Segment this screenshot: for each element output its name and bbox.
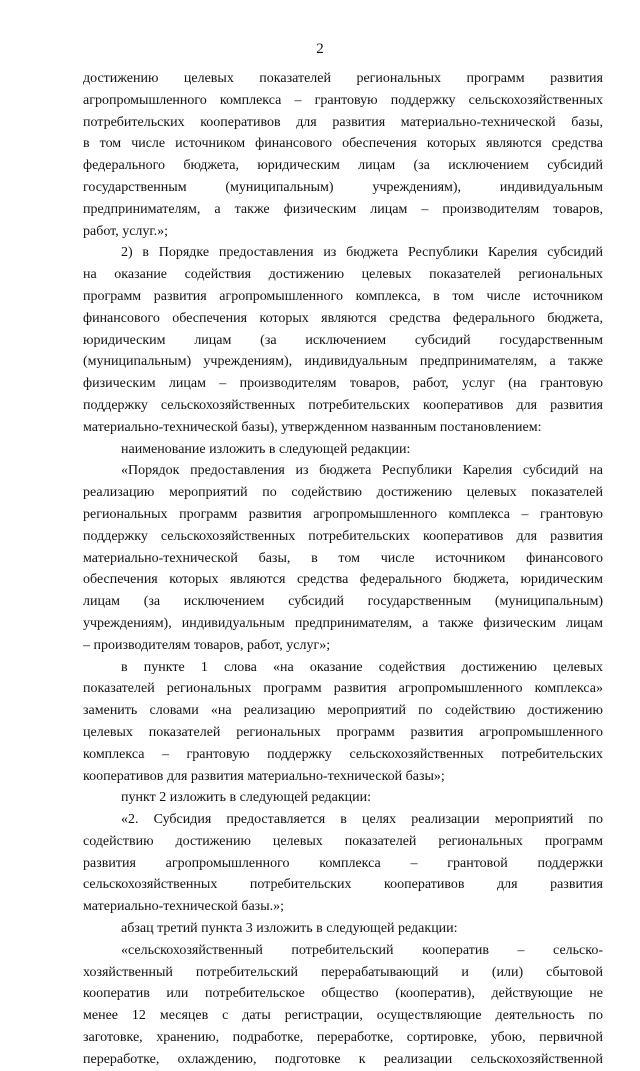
text-line: государственным (муниципальным) учреждениям), индивидуальным xyxy=(83,179,603,195)
text-line: переработке, охлаждению, подготовке к реализации сельскохозяйственной xyxy=(83,1051,603,1067)
text-line: материально-технической базы.»; xyxy=(83,899,284,915)
text-line: «Порядок предоставления из бюджета Республики Карелия субсидий на xyxy=(121,463,603,479)
text-line: на оказание содействия достижению целевых показателей региональных xyxy=(83,267,603,283)
text-line: лицам (за исключением субсидий государственным (муниципальным) xyxy=(83,594,603,610)
text-line: поддержку сельскохозяйственных потребительских кооперативов для развития xyxy=(83,397,603,413)
text-line: в пункте 1 слова «на оказание содействия достижению целевых xyxy=(121,659,603,675)
text-line: в том числе источником финансового обеспечения которых являются средства xyxy=(83,136,603,152)
text-line: комплекса – грантовую поддержку сельскохозяйственных потребительских xyxy=(83,746,603,762)
text-line: целевых показателей региональных программ развития агропромышленного xyxy=(83,724,603,740)
page-number: 2 xyxy=(316,41,324,57)
text-line: учреждениям), индивидуальным предпринимателям, а также физическим лицам xyxy=(83,615,603,631)
text-line: региональных программ развития агропромышленного комплекса – грантовую xyxy=(83,506,603,522)
text-line: работ, услуг.»; xyxy=(83,223,168,239)
text-line: пункт 2 изложить в следующей редакции: xyxy=(121,790,371,806)
text-line: – производителям товаров, работ, услуг»; xyxy=(83,637,331,653)
text-line: федерального бюджета, юридическим лицам (за исключением субсидий xyxy=(83,158,603,174)
text-line: хозяйственный потребительский перерабатывающий и (или) сбытовой xyxy=(83,964,603,980)
text-line: достижению целевых показателей региональных программ развития xyxy=(83,71,603,86)
text-line: показателей региональных программ развития агропромышленного комплекса» xyxy=(83,681,603,697)
text-line: потребительских кооперативов для развития материально-технической базы, xyxy=(83,114,603,130)
text-line: «2. Субсидия предоставляется в целях реализации мероприятий по xyxy=(121,812,603,828)
text-line: поддержку сельскохозяйственных потребительских кооперативов для развития xyxy=(83,528,603,544)
document-body xyxy=(83,68,603,1071)
text-line: менее 12 месяцев с даты регистрации, осуществляющие деятельность по xyxy=(83,1008,603,1024)
text-line: заготовке, хранению, подработке, переработке, сортировке, убою, первичной xyxy=(83,1030,603,1046)
text-line: программ развития агропромышленного комплекса, в том числе источником xyxy=(83,288,603,304)
text-line: содействию достижению целевых показателей региональных программ xyxy=(83,833,603,849)
text-line: наименование изложить в следующей редакции: xyxy=(121,441,411,457)
text-line: кооператив или потребительское общество (кооператив), действующие не xyxy=(83,986,603,1002)
text-line: абзац третий пункта 3 изложить в следующей редакции: xyxy=(121,921,458,937)
text-line: сельскохозяйственных потребительских кооперативов для развития xyxy=(83,877,603,893)
text-line: развития агропромышленного комплекса – грантовой поддержки xyxy=(83,855,603,871)
text-line: агропромышленного комплекса – грантовую поддержку сельскохозяйственных xyxy=(83,92,603,108)
text-line: финансового обеспечения которых являются средства федерального бюджета, xyxy=(83,310,603,326)
text-line: физическим лицам – производителям товаров, работ, услуг (на грантовую xyxy=(83,376,603,392)
text-line: заменить словами «на реализацию мероприятий по содействию достижению xyxy=(83,703,603,719)
text-line: реализацию мероприятий по содействию достижению целевых показателей xyxy=(83,485,603,501)
text-line: кооперативов для развития материально-технической базы»; xyxy=(83,768,445,784)
text-line: (муниципальным) учреждениям), индивидуальным предпринимателям, а также xyxy=(83,354,603,370)
text-line: предпринимателям, а также физическим лицам – производителям товаров, xyxy=(83,201,603,217)
text-line: юридическим лицам (за исключением субсидий государственным xyxy=(83,332,603,348)
text-line: обеспечения которых являются средства федерального бюджета, юридическим xyxy=(83,572,603,588)
text-line: 2) в Порядке предоставления из бюджета Республики Карелия субсидий xyxy=(121,245,603,261)
text-line: материально-технической базы), утвержденном названным постановлением: xyxy=(83,419,542,435)
text-line: «сельскохозяйственный потребительский кооператив – сельско- xyxy=(121,942,603,958)
text-line: материально-технической базы, в том числе источником финансового xyxy=(83,550,603,566)
